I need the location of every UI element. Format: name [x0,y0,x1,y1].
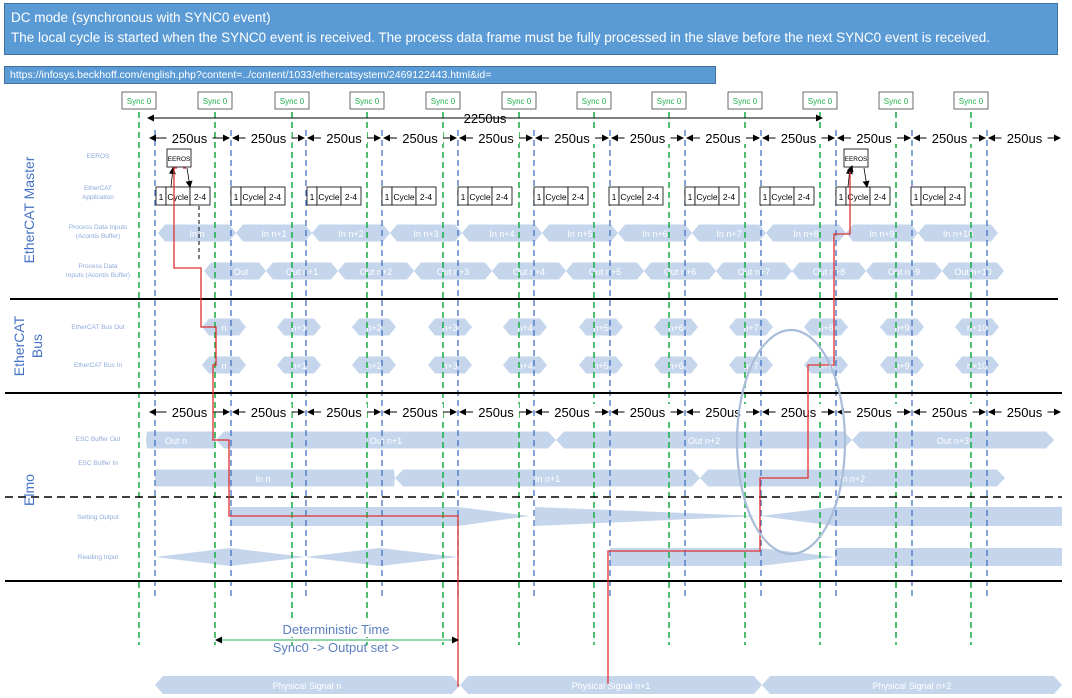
esc-out-label: Out n+2 [687,436,721,446]
sync0-label: Sync 0 [126,97,152,106]
bus-in-label: n+4 [517,361,533,371]
bus-out-label: n+2 [366,323,382,333]
sync0-label: Sync 0 [279,97,305,106]
interval-label: 250us [326,405,362,420]
esc-in-lane [155,470,395,487]
master-input-label: In n+9 [869,229,895,239]
app-box-24-label: 2-4 [722,192,736,202]
interval-label: 250us [856,131,892,146]
interval-label: 250us [931,131,968,146]
interval-label: 250us [554,131,590,146]
master-output-label: Out n+7 [737,267,771,277]
bus-in-label: n+2 [366,361,382,371]
master-output-label: Out n+1 [285,267,319,277]
sync0-label: Sync 0 [656,97,682,106]
interval-label: 250us [326,131,362,146]
reading-input-bar [835,548,1062,566]
master-input-label: In n+4 [489,229,515,239]
row-pd-inputs: Process Data Inputs [68,224,128,231]
esc-in-label: In n [255,474,271,484]
master-output-label: Out n+5 [588,267,622,277]
eeros-box-label: EEROS [167,156,191,163]
app-box-24-label: 2-4 [797,192,811,202]
bus-in-label: n+10 [966,361,988,371]
row-bus-in: EtherCAT Bus In [73,362,123,369]
row-pd-outputs: Process Data [78,263,118,270]
interval-label: 250us [478,131,514,146]
bus-out-label: n+3 [442,323,458,333]
app-box-24-label: 2-4 [948,192,962,202]
esc-in-label: In n+2 [839,474,866,484]
sync0-label: Sync 0 [506,97,532,106]
interval-label: 250us [705,405,741,420]
section-master-label: EtherCAT Master [21,156,37,264]
row-bus-out: EtherCAT Bus Out [71,324,125,331]
app-box-24-label: 2-4 [495,192,509,202]
master-output-label: Out n+8 [812,267,846,277]
row-pd-outputs: Inputs (Acontis Buffer) [65,272,131,279]
row-setting-output: Setting Output [77,514,119,521]
master-input-label: In n+3 [413,229,439,239]
master-input-label: In n+7 [716,229,742,239]
interval-label: 250us [780,405,817,420]
sync0-label: Sync 0 [202,97,228,106]
row-esc-in: ESC Buffer In [78,460,118,467]
interval-label: 250us [171,405,208,420]
section-bus-label-1: EtherCAT [11,315,27,377]
app-box-1-label: 1 [687,192,693,202]
bus-out-label: n [221,323,227,333]
app-box-cycle-label: Cycle [620,192,642,202]
sync0-label: Sync 0 [732,97,758,106]
bus-in-label: n+8 [818,361,834,371]
bus-out-label: n+10 [966,323,988,333]
app-box-1-label: 1 [158,192,164,202]
setting-output-bar [835,507,1062,526]
app-box-24-label: 2-4 [419,192,433,202]
master-output-label: Out [233,267,249,277]
app-box-cycle-label: Cycle [771,192,793,202]
app-box-1-label: 1 [838,192,844,202]
bus-out-label: n+1 [291,323,307,333]
interval-label: 250us [171,131,208,146]
reading-input-shape [760,548,835,566]
header-description: The local cycle is started when the SYNC0 event is received. The process data frame must be fully processed in the slave before the next SYNC0 event is received. [11,30,990,45]
app-box-cycle-label: Cycle [167,192,189,202]
reading-input-shape [155,548,230,566]
deterministic-title: Deterministic Time [282,622,390,637]
app-box-24-label: 2-4 [268,192,282,202]
bus-in-label: n [221,361,227,371]
header-title: DC mode (synchronous with SYNC0 event) [11,10,271,25]
app-box-24-label: 2-4 [344,192,358,202]
eeros-arrow [187,168,190,187]
esc-out-label: Out n+1 [369,436,403,446]
row-pd-inputs: (Acontis Buffer) [75,233,121,240]
app-box-1-label: 1 [913,192,919,202]
app-box-cycle-label: Cycle [393,192,415,202]
app-box-1-label: 1 [384,192,390,202]
physical-signal-label: Physical Signal n+1 [571,681,651,691]
app-box-1-label: 1 [233,192,239,202]
master-output-label: Out n+9 [887,267,921,277]
physical-signal-label: Physical Signal n+2 [872,681,952,691]
bus-in-label: n+9 [894,361,910,371]
bus-out-label: n+4 [517,323,533,333]
master-input-label: In n+2 [338,229,364,239]
interval-label: 250us [250,131,287,146]
bus-in-label: n+6 [668,361,684,371]
interval-label: 250us [705,131,741,146]
master-input-label: In n+5 [567,229,593,239]
bus-in-label: n+1 [291,361,307,371]
bus-in-label: n+7 [743,361,759,371]
bus-out-label: n+8 [818,323,834,333]
interval-label: 250us [1006,131,1043,146]
setting-output-shape [760,507,835,526]
master-input-label: In n [189,229,205,239]
signal-path-output [171,168,459,686]
app-box-cycle-label: Cycle [318,192,340,202]
master-output-label: Out n+6 [663,267,697,277]
deterministic-subtitle: Sync0 -> Output set > [272,640,400,655]
interval-label: 250us [478,405,514,420]
sync0-label: Sync 0 [430,97,456,106]
bus-out-label: n+5 [593,323,609,333]
master-input-label: In n+10 [942,229,974,239]
total-label: 2250us [463,111,507,126]
interval-label: 250us [250,405,287,420]
master-input-label: In n+1 [261,229,287,239]
interval-label: 250us [931,405,968,420]
master-output-label: Out n+10 [954,267,992,277]
physical-signal-label: Physical Signal n [272,681,342,691]
bus-in-label: n+5 [593,361,609,371]
esc-out-label: Out n+3 [936,436,970,446]
row-app: Application [82,194,114,201]
app-box-cycle-label: Cycle [696,192,718,202]
master-input-label: In n+6 [642,229,668,239]
sync0-label: Sync 0 [354,97,380,106]
interval-label: 250us [629,405,666,420]
master-output-label: Out n+3 [436,267,470,277]
esc-in-label: In n+1 [534,474,561,484]
eeros-arrow [864,168,867,187]
app-box-1-label: 1 [762,192,768,202]
row-app: EtherCAT [83,185,113,192]
app-box-cycle-label: Cycle [469,192,491,202]
bus-in-label: n+3 [442,361,458,371]
interval-label: 250us [856,405,892,420]
sync0-label: Sync 0 [883,97,909,106]
app-box-24-label: 2-4 [873,192,887,202]
interval-label: 250us [780,131,817,146]
reading-input-shape [380,548,458,566]
app-box-1-label: 1 [309,192,315,202]
reading-input-shape [305,548,380,566]
master-output-label: Out n+2 [359,267,393,277]
app-box-cycle-label: Cycle [242,192,264,202]
app-box-24-label: 2-4 [571,192,585,202]
bus-out-label: n+9 [894,323,910,333]
section-elmo-label: Elmo [21,474,37,506]
app-box-cycle-label: Cycle [545,192,567,202]
row-eeros: EEROS [86,153,110,160]
bus-out-label: n+7 [743,323,759,333]
row-reading-input: Reading Input [77,554,119,561]
setting-output-shape [535,507,760,526]
eeros-arrow [171,168,173,187]
master-output-label: Out n+4 [512,267,546,277]
eeros-box-label: EEROS [844,156,868,163]
app-box-1-label: 1 [611,192,617,202]
sync0-label: Sync 0 [958,97,984,106]
reading-input-shape [230,548,305,566]
app-box-cycle-label: Cycle [847,192,869,202]
app-box-24-label: 2-4 [193,192,207,202]
app-box-24-label: 2-4 [646,192,660,202]
sync0-label: Sync 0 [581,97,607,106]
row-esc-out: ESC Buffer Out [75,436,121,443]
interval-label: 250us [402,131,438,146]
row-labels [11,153,130,561]
signal-path-input [608,170,850,684]
interval-label: 250us [402,405,438,420]
sync0-label: Sync 0 [807,97,833,106]
app-box-1-label: 1 [536,192,542,202]
interval-label: 250us [629,131,666,146]
interval-label: 250us [554,405,590,420]
esc-out-label: Out n [164,436,188,446]
signal-path [171,166,852,686]
app-box-cycle-label: Cycle [922,192,944,202]
bus-out-label: n+6 [668,323,684,333]
master-input-label: In n+8 [793,229,819,239]
section-bus-label-2: Bus [29,333,45,359]
interval-label: 250us [1006,405,1043,420]
source-url[interactable]: https://infosys.beckhoff.com/english.php?content=../content/1033/ethercatsystem/2469122443.html&id= [4,66,716,84]
app-box-1-label: 1 [460,192,466,202]
